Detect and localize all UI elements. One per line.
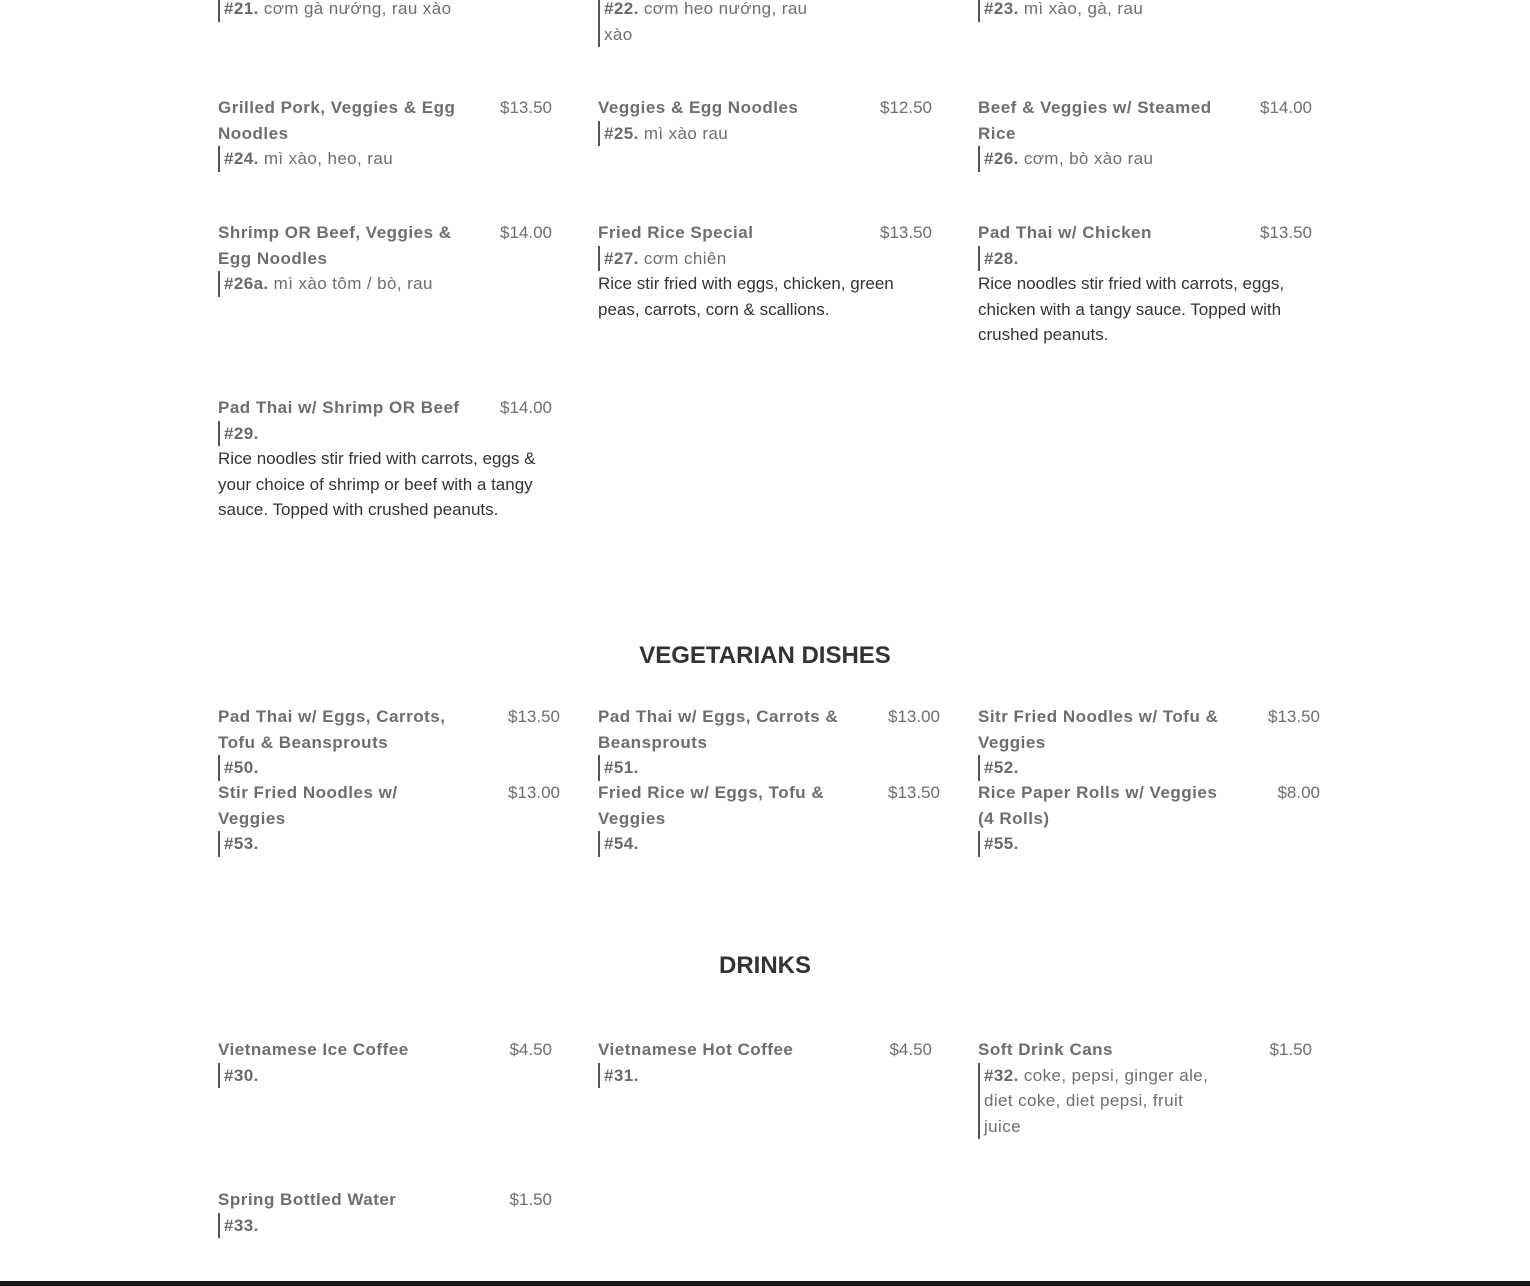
item-description: Rice noodles stir fried with carrots, eggs & your choice of shrimp or beef with a tangy sauce. Topped with crushed peanuts. — [218, 449, 536, 519]
footer-divider — [0, 1281, 1530, 1286]
veg-item-53 — [218, 780, 560, 857]
item-name: Pad Thai w/ Chicken — [978, 223, 1152, 242]
menu-item-26a — [218, 220, 552, 297]
item-subtitle: #51. — [598, 755, 844, 781]
menu-item-29 — [218, 395, 552, 523]
item-subtitle: #23. mì xào, gà, rau — [978, 0, 1224, 22]
menu-item-26 — [978, 95, 1312, 172]
item-subtitle: #26a. mì xào tôm / bò, rau — [218, 271, 464, 297]
item-price: $1.50 — [509, 1190, 552, 1209]
item-name: Spring Bottled Water — [218, 1190, 397, 1209]
item-name: Pad Thai w/ Eggs, Carrots & Beansprouts — [598, 707, 839, 752]
item-subtitle: #33. — [218, 1213, 464, 1239]
item-price: $13.50 — [500, 98, 552, 117]
item-subtitle: #28. — [978, 246, 1224, 272]
item-name: Pad Thai w/ Eggs, Carrots, Tofu & Beansprouts — [218, 707, 446, 752]
menu-item-21 — [218, 0, 552, 22]
item-name: Grilled Pork, Veggies & Egg Noodles — [218, 98, 456, 143]
item-subtitle: #54. — [598, 831, 844, 857]
item-name: Sitr Fried Noodles w/ Tofu & Veggies — [978, 707, 1219, 752]
item-price: $14.00 — [1260, 98, 1312, 117]
item-price: $13.50 — [888, 783, 940, 802]
veg-item-50 — [218, 704, 560, 781]
item-name: Pad Thai w/ Shrimp OR Beef — [218, 398, 460, 417]
item-subtitle: #29. — [218, 421, 464, 447]
item-subtitle: #50. — [218, 755, 464, 781]
item-subtitle: #30. — [218, 1063, 464, 1089]
drink-item-30 — [218, 1037, 552, 1088]
item-price: $13.50 — [1268, 707, 1320, 726]
menu-item-25 — [598, 95, 932, 146]
veg-item-51 — [598, 704, 940, 781]
menu-item-23 — [978, 0, 1312, 22]
item-subtitle: #55. — [978, 831, 1224, 857]
menu-item-27 — [598, 220, 932, 322]
section-title-drinks: DRINKS — [718, 952, 811, 979]
item-name: Beef & Veggies w/ Steamed Rice — [978, 98, 1212, 143]
menu-item-28 — [978, 220, 1312, 348]
item-price: $8.00 — [1277, 783, 1320, 802]
menu-item-22 — [598, 0, 932, 47]
item-price: $13.50 — [880, 223, 932, 242]
item-name: Vietnamese Hot Coffee — [598, 1040, 794, 1059]
veg-item-52 — [978, 704, 1320, 781]
item-name: Fried Rice w/ Eggs, Tofu & Veggies — [598, 783, 825, 828]
item-name: Rice Paper Rolls w/ Veggies (4 Rolls) — [978, 783, 1218, 828]
item-description: Rice noodles stir fried with carrots, eggs, chicken with a tangy sauce. Topped with crushed peanuts. — [978, 274, 1285, 344]
item-subtitle: #52. — [978, 755, 1224, 781]
item-subtitle: #26. cơm, bò xào rau — [978, 146, 1224, 172]
item-price: $12.50 — [880, 98, 932, 117]
item-subtitle: #24. mì xào, heo, rau — [218, 146, 464, 172]
item-subtitle: #21. cơm gà nướng, rau xào — [218, 0, 464, 22]
section-title-vegetarian: VEGETARIAN DISHES — [639, 642, 891, 669]
item-subtitle: #32. coke, pepsi, ginger ale, diet coke, diet pepsi, fruit juice — [978, 1063, 1224, 1140]
item-price: $4.50 — [889, 1040, 932, 1059]
item-price: $4.50 — [509, 1040, 552, 1059]
item-name: Stir Fried Noodles w/ Veggies — [218, 783, 398, 828]
item-price: $13.00 — [508, 783, 560, 802]
veg-item-55 — [978, 780, 1320, 857]
item-price: $13.00 — [888, 707, 940, 726]
item-subtitle: #25. mì xào rau — [598, 121, 844, 147]
item-description: Rice stir fried with eggs, chicken, green peas, carrots, corn & scallions. — [598, 274, 894, 319]
item-subtitle: #22. cơm heo nướng, rau xào — [598, 0, 819, 47]
item-price: $14.00 — [500, 398, 552, 417]
drink-item-32 — [978, 1037, 1312, 1139]
item-subtitle: #27. cơm chiên — [598, 246, 844, 272]
item-subtitle: #53. — [218, 831, 464, 857]
item-name: Soft Drink Cans — [978, 1040, 1114, 1059]
item-name: Vietnamese Ice Coffee — [218, 1040, 409, 1059]
drink-item-33 — [218, 1187, 552, 1238]
item-name: Shrimp OR Beef, Veggies & Egg Noodles — [218, 223, 452, 268]
item-name: Fried Rice Special — [598, 223, 754, 242]
item-price: $14.00 — [500, 223, 552, 242]
item-price: $1.50 — [1269, 1040, 1312, 1059]
item-price: $13.50 — [1260, 223, 1312, 242]
drink-item-31 — [598, 1037, 932, 1088]
veg-item-54 — [598, 780, 940, 857]
item-subtitle: #31. — [598, 1063, 844, 1089]
item-name: Veggies & Egg Noodles — [598, 98, 799, 117]
item-price: $13.50 — [508, 707, 560, 726]
menu-item-24 — [218, 95, 552, 172]
